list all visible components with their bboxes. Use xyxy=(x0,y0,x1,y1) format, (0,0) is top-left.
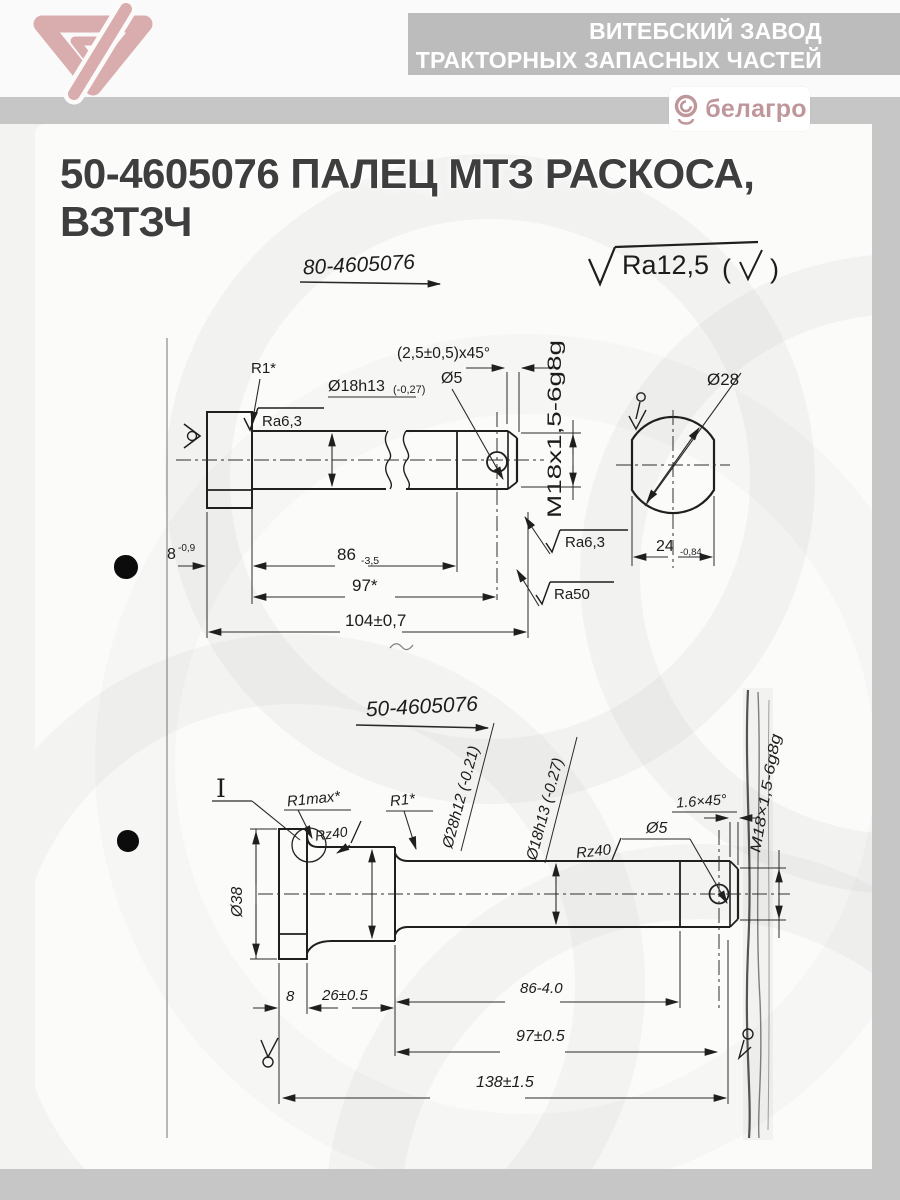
bottom-dia5-leader xyxy=(622,839,727,903)
belagro-brand-text: белагро xyxy=(705,94,807,123)
bottom-part-number: 50-4605076 xyxy=(365,692,479,722)
top-r1-label: R1* xyxy=(251,360,277,377)
r1max-label: R1max* xyxy=(286,787,341,811)
top-technical-drawing xyxy=(150,235,795,665)
dia28-label: Ø28 xyxy=(707,370,740,389)
flats24-label: 24 xyxy=(656,538,674,555)
ra63-side-label: Ra6,3 xyxy=(565,534,606,551)
right-gray-strip xyxy=(872,97,900,1200)
roughness-general-value: Ra12,5 xyxy=(622,250,710,280)
bottom-len8-label: 8 xyxy=(286,988,295,1005)
dia18h13-label: Ø18h13 (-0.27) xyxy=(523,756,568,863)
rz40-right-label: Rz40 xyxy=(575,841,612,862)
belagro-badge xyxy=(669,87,810,131)
r1-leader xyxy=(252,379,260,424)
roughness-paren-open: ( xyxy=(722,254,731,284)
top-part-number: 80-4605076 xyxy=(302,250,416,280)
chamfer-label: (2,5±0,5)x45° xyxy=(397,345,491,362)
part-number-underline-arrow xyxy=(300,282,440,284)
rz40-left-label: Rz40 xyxy=(313,823,349,844)
dia38-label: Ø38 xyxy=(229,886,246,917)
len86-tolerance: -3,5 xyxy=(361,555,380,567)
factory-triangle-logo xyxy=(22,2,172,102)
header-band xyxy=(408,13,900,75)
dia18-dimension xyxy=(328,397,416,486)
machining-mark-left xyxy=(184,424,200,448)
len138-label: 138±1.5 xyxy=(476,1074,534,1091)
len86-label: 86 xyxy=(337,545,356,564)
paper-fold-lines xyxy=(743,688,773,1140)
bottom-gray-band xyxy=(0,1169,900,1200)
page-title-line1: 50-4605076 ПАЛЕЦ МТЗ РАСКОСА, xyxy=(60,150,755,197)
len26-label: 26±0.5 xyxy=(322,987,368,1004)
pin-end-view xyxy=(616,373,741,568)
len97-label: 97* xyxy=(352,576,378,595)
bottom-dia5-label: Ø5 xyxy=(646,820,668,837)
page-title-line2: ВЗТЗЧ xyxy=(60,198,192,245)
flats24-tolerance: -0,84 xyxy=(680,547,702,558)
part-number-underline-arrow xyxy=(356,725,488,728)
bottom-len86-label: 86-4.0 xyxy=(520,980,563,997)
thread-label: M18x1,5-6g8g xyxy=(545,396,566,518)
surface-check-left xyxy=(261,1038,278,1067)
flats24-dimension xyxy=(632,496,714,566)
len8-label: 8 xyxy=(167,546,176,563)
ra63-top-label: Ra6,3 xyxy=(262,413,303,430)
scan-squiggle xyxy=(390,644,413,650)
scan-hole-dot xyxy=(117,830,139,852)
rz40-right-slash xyxy=(612,838,621,860)
bottom-len97-label: 97±0.5 xyxy=(516,1028,565,1045)
dia28h12-label: Ø28h12 (-0.21) xyxy=(439,744,484,851)
scan-hole-dot xyxy=(114,555,138,579)
roughness-paren-close: ) xyxy=(770,254,779,284)
bottom-chamfer-label: 1.6×45° xyxy=(675,792,728,812)
triangle-logo-shapes xyxy=(42,9,144,94)
dia5-leader xyxy=(452,389,503,479)
dia18-tolerance: (-0,27) xyxy=(393,384,426,396)
factory-name-line1: ВИТЕБСКИЙ ЗАВОД xyxy=(589,18,822,44)
detail-mark-label: I xyxy=(216,774,226,803)
belagro-logo-icon xyxy=(672,93,700,125)
bottom-technical-drawing xyxy=(150,678,800,1148)
len104-label: 104±0,7 xyxy=(345,611,407,630)
chamfer-dimension xyxy=(466,368,556,432)
factory-name xyxy=(408,13,900,75)
dia5-label: Ø5 xyxy=(441,370,463,387)
dia18-label: Ø18h13 xyxy=(328,378,385,395)
page-title xyxy=(60,150,820,246)
factory-name-line2: ТРАКТОРНЫХ ЗАПАСНЫХ ЧАСТЕЙ xyxy=(415,47,822,73)
bottom-r1-leader xyxy=(386,811,433,849)
len8-tolerance: -0,9 xyxy=(178,543,196,554)
ra50-label: Ra50 xyxy=(554,586,590,603)
bottom-r1-label: R1* xyxy=(389,790,416,811)
